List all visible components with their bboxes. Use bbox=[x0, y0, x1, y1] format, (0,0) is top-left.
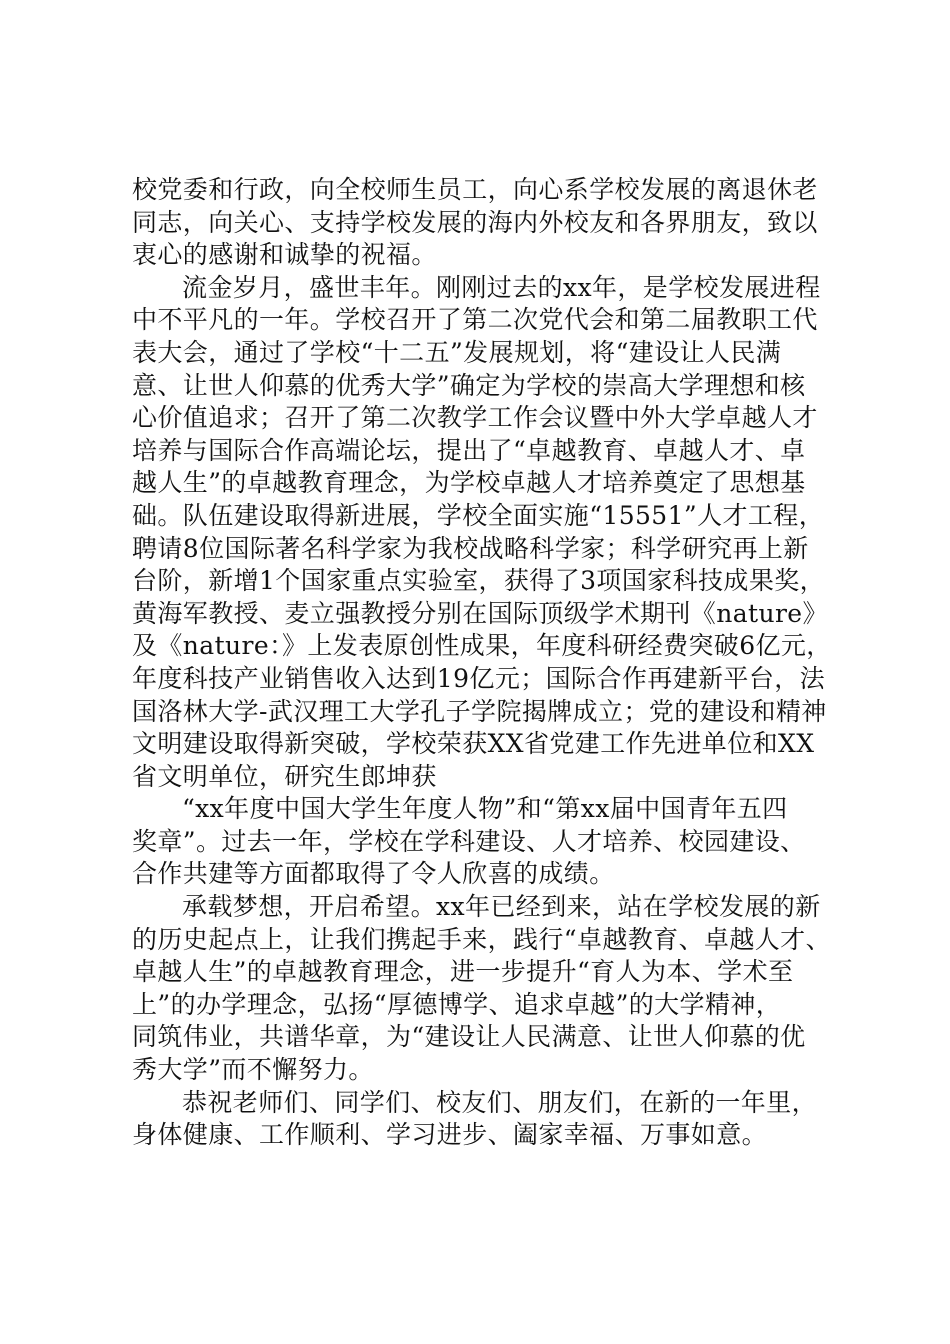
paragraph-2-line-3: 表大会，通过了学校“十二五”发展规划，将“建设让人民满 bbox=[132, 337, 782, 367]
paragraph-2-line-5: 心价值追求；召开了第二次教学工作会议暨中外大学卓越人才 bbox=[132, 403, 818, 433]
paragraph-3 bbox=[132, 793, 832, 891]
paragraph-2-line-9: 聘请8位国际著名科学家为我校战略科学家；科学研究再上新 bbox=[132, 533, 809, 563]
paragraph-4-line-4: 上”的办学理念，弘扬“厚德博学、追求卓越”的大学精神， bbox=[132, 989, 782, 1019]
document-body bbox=[132, 174, 832, 1152]
paragraph-2-line-6: 培养与国际合作高端论坛，提出了“卓越教育、卓越人才、卓 bbox=[132, 435, 806, 465]
paragraph-2-line-16: 省文明单位，研究生郎坤获 bbox=[132, 761, 437, 791]
paragraph-3-line-3: 合作共建等方面都取得了令人欣喜的成绩。 bbox=[132, 859, 615, 889]
paragraph-2 bbox=[132, 272, 832, 794]
paragraph-5-line-2: 身体健康、工作顺利、学习进步、阖家幸福、万事如意。 bbox=[132, 1120, 768, 1150]
paragraph-2-line-15: 文明建设取得新突破，学校荣获XX省党建工作先进单位和XX bbox=[132, 729, 815, 759]
paragraph-2-line-11: 黄海军教授、麦立强教授分别在国际顶级学术期刊《nature》 bbox=[132, 598, 828, 628]
paragraph-5 bbox=[132, 1087, 832, 1152]
paragraph-1 bbox=[132, 174, 832, 272]
paragraph-4-line-5: 同筑伟业，共谱华章，为“建设让人民满意、让世人仰慕的优 bbox=[132, 1022, 806, 1052]
paragraph-4-line-3: 卓越人生”的卓越教育理念，进一步提升“育人为本、学术至 bbox=[132, 957, 794, 987]
paragraph-1-line-2: 同志，向关心、支持学校发展的海内外校友和各界朋友，致以 bbox=[132, 207, 818, 237]
paragraph-1-line-1: 校党委和行政，向全校师生员工，向心系学校发展的离退休老 bbox=[132, 175, 818, 204]
paragraph-2-line-8: 础。队伍建设取得新进展，学校全面实施“15551”人才工程， bbox=[132, 500, 825, 530]
paragraph-1-line-3: 衷心的感谢和诚挚的祝福。 bbox=[132, 240, 437, 270]
paragraph-2-line-4: 意、让世人仰慕的优秀大学”确定为学校的崇高大学理想和核 bbox=[132, 370, 806, 400]
paragraph-4-line-2: 的历史起点上，让我们携起手来，践行“卓越教育、卓越人才、 bbox=[132, 924, 831, 954]
paragraph-3-line-1: “xx年度中国大学生年度人物”和“第xx届中国青年五四 bbox=[182, 794, 788, 824]
paragraph-2-line-10: 台阶，新增1个国家重点实验室，获得了3项国家科技成果奖， bbox=[132, 566, 826, 596]
paragraph-2-line-2: 中不平凡的一年。学校召开了第二次党代会和第二届教职工代 bbox=[132, 305, 818, 335]
paragraph-4-line-1: 承载梦想，开启希望。xx年已经到来，站在学校发展的新 bbox=[182, 892, 821, 922]
paragraph-2-line-12: 及《nature：》上发表原创性成果，年度科研经费突破6亿元， bbox=[132, 631, 832, 661]
paragraph-4 bbox=[132, 891, 832, 1087]
paragraph-5-line-1: 恭祝老师们、同学们、校友们、朋友们，在新的一年里， bbox=[182, 1087, 818, 1117]
paragraph-2-line-13: 年度科技产业销售收入达到19亿元；国际合作再建新平台，法 bbox=[132, 663, 826, 693]
paragraph-2-line-1: 流金岁月，盛世丰年。刚刚过去的xx年，是学校发展进程 bbox=[182, 272, 821, 302]
paragraph-2-line-14: 国洛林大学-武汉理工大学孔子学院揭牌成立；党的建设和精神 bbox=[132, 696, 827, 726]
paragraph-2-line-7: 越人生”的卓越教育理念，为学校卓越人才培养奠定了思想基 bbox=[132, 468, 806, 498]
paragraph-3-line-2: 奖章”。过去一年，学校在学科建设、人才培养、校园建设、 bbox=[132, 826, 806, 856]
paragraph-4-line-6: 秀大学”而不懈努力。 bbox=[132, 1055, 374, 1085]
